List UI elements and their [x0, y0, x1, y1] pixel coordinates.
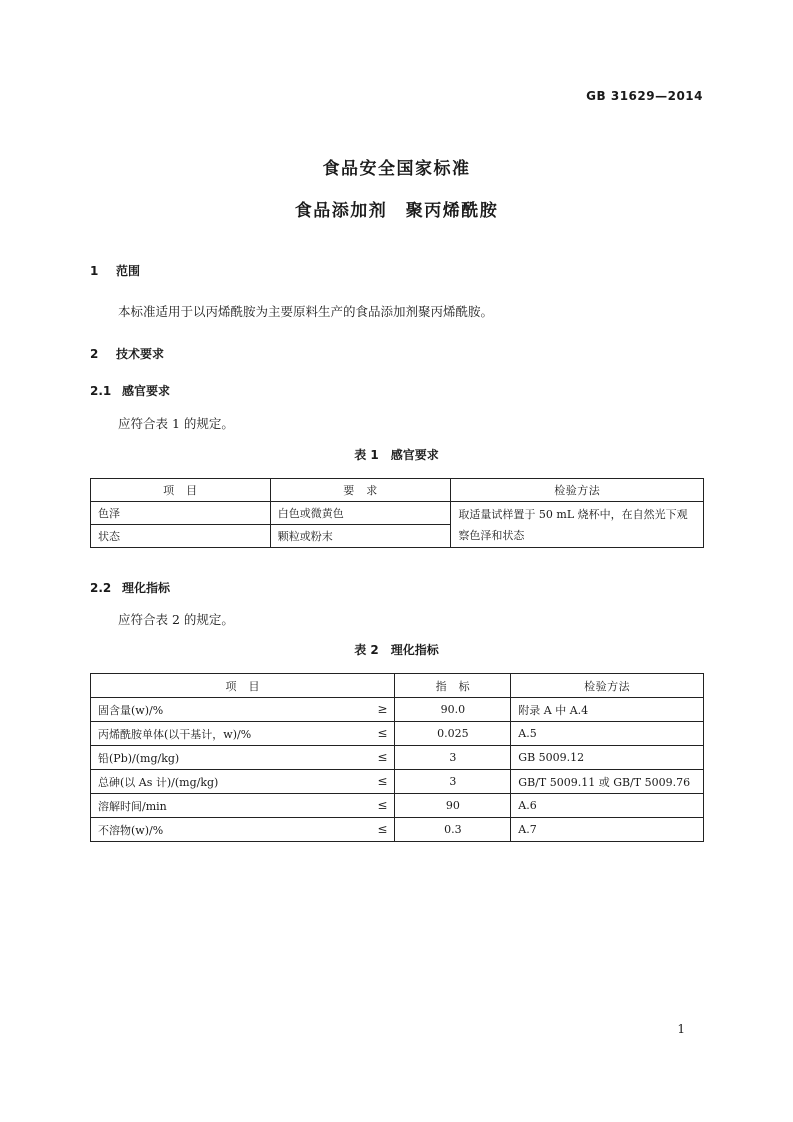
- method-cell: 附录 A 中 A.4: [511, 698, 704, 722]
- item-label: 不溶物(w)/%: [98, 823, 164, 837]
- header-item: 项 目: [91, 479, 271, 502]
- page-number: 1: [677, 1022, 685, 1036]
- section-title: 技术要求: [116, 347, 165, 361]
- section-title: 范围: [116, 264, 141, 278]
- table-row: [91, 746, 704, 770]
- table-2-physicochemical: [90, 673, 704, 842]
- section-number: 2.1: [90, 384, 112, 398]
- item-label: 总砷(以 As 计)/(mg/kg): [98, 775, 219, 789]
- table-2-caption: 表 2 理化指标: [354, 643, 439, 657]
- item-cell: [91, 746, 395, 770]
- requirement-cell: 颗粒或粉末: [270, 525, 451, 548]
- section-title: 感官要求: [122, 384, 171, 398]
- value-cell: 90: [395, 794, 511, 818]
- item-cell: 色泽: [91, 502, 271, 525]
- value-cell: 3: [395, 770, 511, 794]
- table-header-row: [91, 479, 704, 502]
- table-row: [91, 502, 704, 525]
- item-cell: 状态: [91, 525, 271, 548]
- section-2-heading: [90, 345, 164, 362]
- table-row: [91, 770, 704, 794]
- section-1-text: 本标准适用于以丙烯酰胺为主要原料生产的食品添加剂聚丙烯酰胺。: [118, 304, 494, 319]
- item-cell: [91, 818, 395, 842]
- value-cell: 0.025: [395, 722, 511, 746]
- table-1-sensory: [90, 478, 704, 548]
- method-cell: GB 5009.12: [511, 746, 704, 770]
- comparison-symbol: ≤: [377, 773, 388, 788]
- section-number: 2.2: [90, 581, 112, 595]
- section-title: 理化指标: [122, 581, 171, 595]
- comparison-symbol: ≤: [377, 725, 388, 740]
- requirement-cell: 白色或微黄色: [270, 502, 451, 525]
- table-1-caption: 表 1 感官要求: [354, 448, 439, 462]
- method-cell: A.7: [511, 818, 704, 842]
- item-cell: [91, 770, 395, 794]
- table-row: [91, 698, 704, 722]
- section-number: 2: [90, 347, 99, 361]
- section-2-2-heading: [90, 579, 170, 596]
- item-label: 铅(Pb)/(mg/kg): [98, 751, 180, 765]
- table-row: [91, 722, 704, 746]
- table-row: [91, 794, 704, 818]
- header-requirement: 要 求: [270, 479, 451, 502]
- header-method: 检验方法: [451, 479, 704, 502]
- header-index: 指 标: [395, 674, 511, 698]
- item-cell: [91, 722, 395, 746]
- header-method: 检验方法: [511, 674, 704, 698]
- section-number: 1: [90, 264, 99, 278]
- value-cell: 90.0: [395, 698, 511, 722]
- section-2-1-text: 应符合表 1 的规定。: [118, 416, 234, 431]
- value-cell: 0.3: [395, 818, 511, 842]
- table-header-row: [91, 674, 704, 698]
- section-2-2-text: 应符合表 2 的规定。: [118, 612, 234, 627]
- comparison-symbol: ≤: [377, 821, 388, 836]
- item-label: 溶解时间/min: [98, 799, 167, 813]
- document-title: 食品安全国家标准: [322, 159, 471, 179]
- value-cell: 3: [395, 746, 511, 770]
- comparison-symbol: ≤: [377, 749, 388, 764]
- document-subtitle: 食品添加剂 聚丙烯酰胺: [294, 201, 499, 221]
- method-cell: A.6: [511, 794, 704, 818]
- comparison-symbol: ≥: [377, 701, 388, 716]
- standard-code: GB 31629—2014: [586, 89, 703, 103]
- header-item: 项 目: [91, 674, 395, 698]
- item-cell: [91, 794, 395, 818]
- item-label: 固含量(w)/%: [98, 703, 164, 717]
- table-row: [91, 818, 704, 842]
- method-cell: A.5: [511, 722, 704, 746]
- item-cell: [91, 698, 395, 722]
- method-cell: GB/T 5009.11 或 GB/T 5009.76: [511, 770, 704, 794]
- section-1-heading: [90, 262, 140, 279]
- comparison-symbol: ≤: [377, 797, 388, 812]
- item-label: 丙烯酰胺单体(以干基计，w)/%: [98, 727, 252, 741]
- method-cell: 取适量试样置于 50 mL 烧杯中，在自然光下观察色泽和状态: [451, 502, 704, 548]
- section-2-1-heading: [90, 382, 170, 399]
